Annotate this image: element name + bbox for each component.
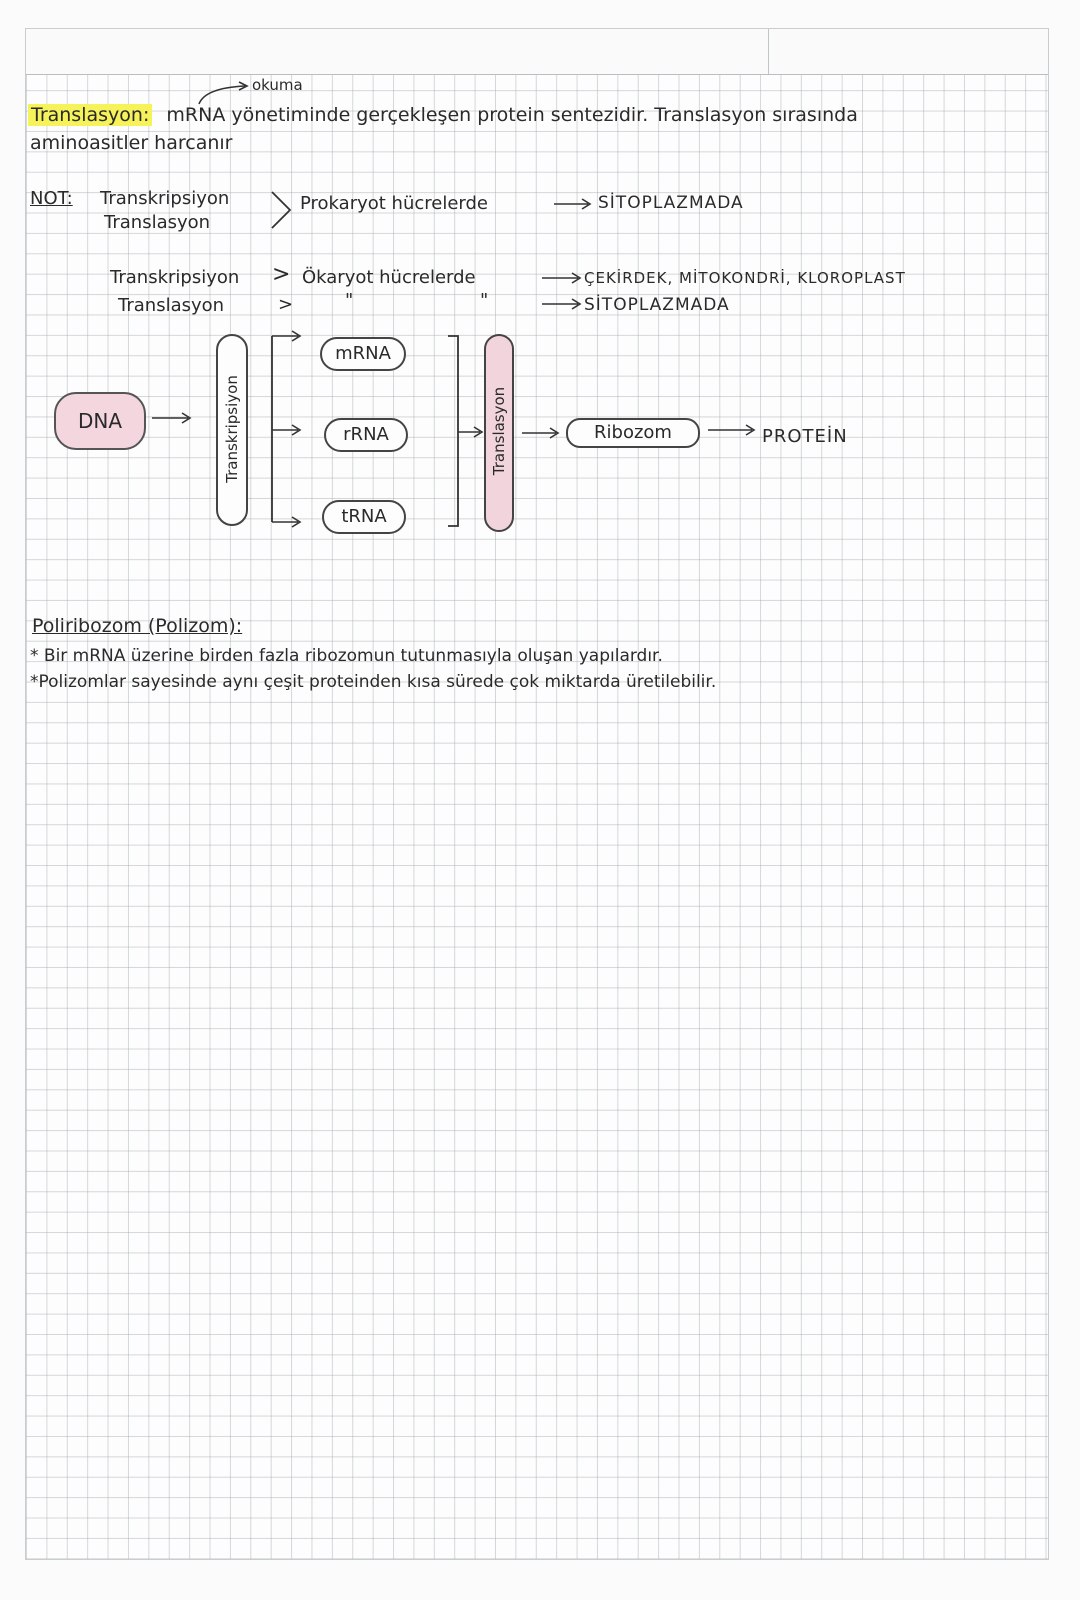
definition-line-2: aminoasitler harcanır xyxy=(30,132,233,154)
note-g1-item-1: Transkripsiyon xyxy=(100,188,230,209)
mrna-pill: mRNA xyxy=(320,337,406,371)
note-g1-item-2: Translasyon xyxy=(104,212,211,233)
header-divider xyxy=(768,29,769,74)
note-g1-cell-type: Prokaryot hücrelerde xyxy=(300,193,488,214)
arrow-right-icon xyxy=(456,422,486,442)
note-label: NOT: xyxy=(30,188,73,209)
grid-paper xyxy=(25,28,1049,1560)
arrow-right-icon xyxy=(150,408,194,428)
annotation-okuma: okuma xyxy=(252,76,303,94)
translasyon-label: Translasyon xyxy=(490,386,508,476)
ribozom-pill: Ribozom xyxy=(566,418,700,448)
greater-than-2: > xyxy=(278,294,294,315)
ditto-2: " xyxy=(480,290,489,311)
protein-label: PROTEİN xyxy=(762,426,848,447)
term-translasyon: Translasyon: xyxy=(28,104,152,126)
arrow-right-icon xyxy=(706,420,760,440)
arrow-right-icon xyxy=(520,423,564,443)
note-g2-item-1: Transkripsiyon xyxy=(110,267,240,288)
note-g2-location-1: ÇEKİRDEK, MİTOKONDRİ, KLOROPLAST xyxy=(584,269,906,287)
greater-than-1: > xyxy=(272,262,291,287)
arrow-right-icon xyxy=(540,294,584,314)
branch-bracket xyxy=(262,330,314,530)
definition-text: mRNA yönetiminde gerçekleşen protein sentezidir. Translasyon sırasında xyxy=(166,104,858,126)
polyribosome-bullet-2: *Polizomlar sayesinde aynı çeşit proteinden kısa sürede çok miktarda üretilebilir. xyxy=(30,672,717,692)
ditto-1: " xyxy=(345,290,354,311)
rrna-pill: rRNA xyxy=(324,418,408,452)
polyribosome-title: Poliribozom (Polizom): xyxy=(32,615,243,637)
brace-icon xyxy=(268,188,296,232)
translasyon-pill xyxy=(484,334,514,532)
transkripsiyon-pill xyxy=(216,334,248,526)
dna-pill: DNA xyxy=(54,392,146,450)
polyribosome-bullet-1: * Bir mRNA üzerine birden fazla ribozomun tutunmasıyla oluşan yapılardır. xyxy=(30,646,663,666)
header-box xyxy=(26,29,1048,75)
note-g1-location: SİTOPLAZMADA xyxy=(598,193,744,213)
arrow-right-icon xyxy=(540,268,584,288)
transkripsiyon-label: Transkripsiyon xyxy=(223,375,241,483)
note-g2-item-2: Translasyon xyxy=(118,295,225,316)
trna-pill: tRNA xyxy=(322,500,406,534)
note-g2-location-2: SİTOPLAZMADA xyxy=(584,295,730,315)
note-g2-cell-type: Ökaryot hücrelerde xyxy=(302,267,476,288)
arrow-right-icon xyxy=(552,194,594,214)
definition-line-1 xyxy=(28,104,858,126)
